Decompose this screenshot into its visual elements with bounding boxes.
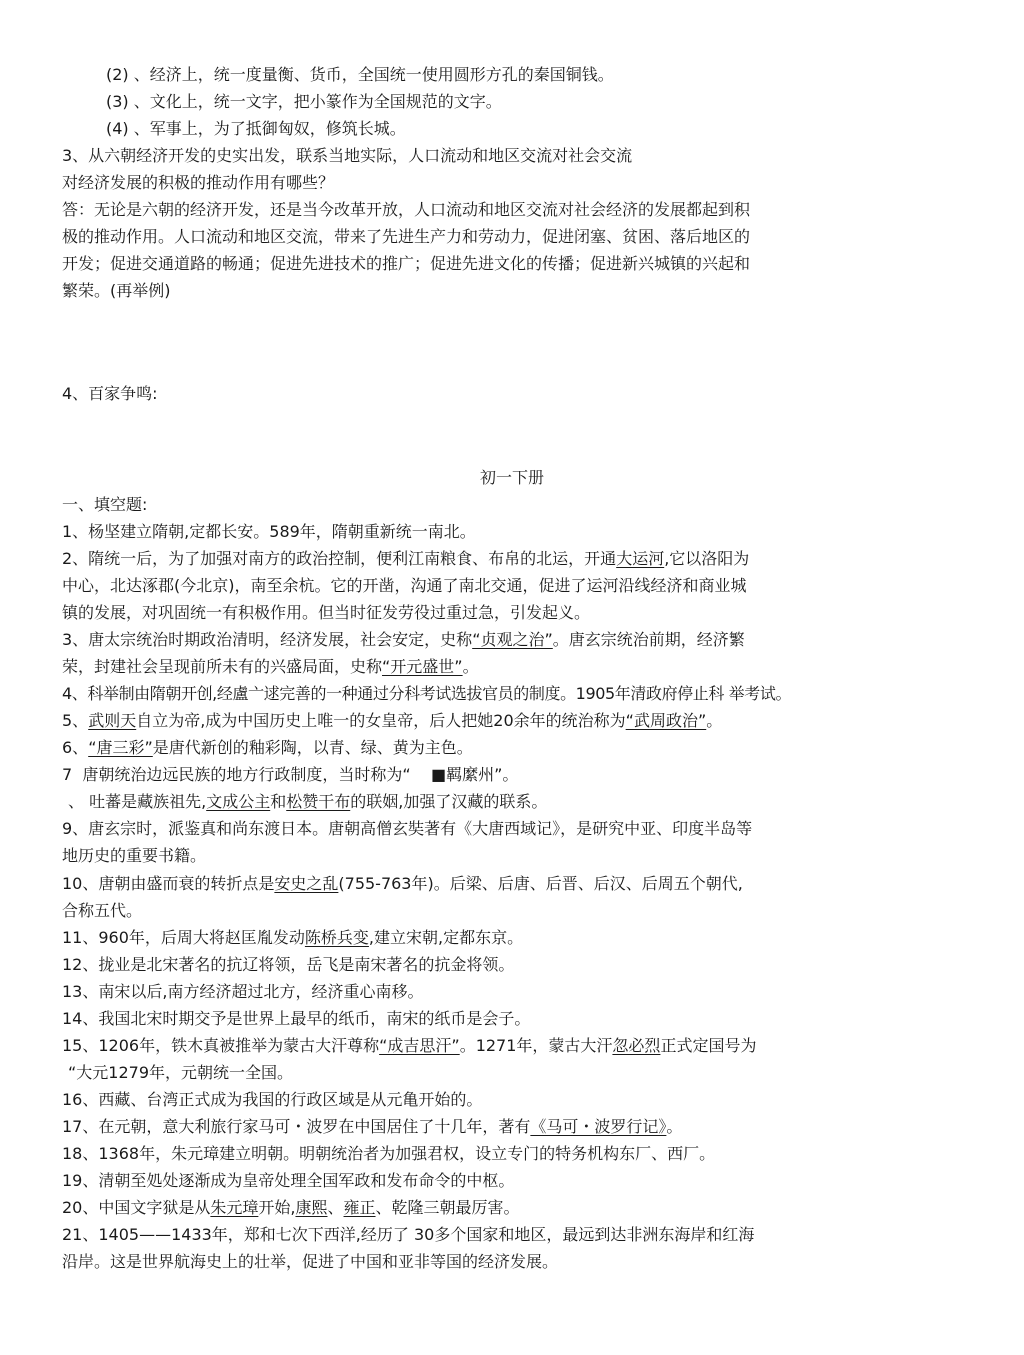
item-9-line-2: 地历史的重要书籍。	[62, 846, 207, 865]
question-4: 4、百家争鸣:	[62, 384, 158, 403]
item-10-text: 10、唐朝由盛而衰的转折点是	[62, 874, 275, 893]
item-6-answer: “唐三彩”	[88, 738, 153, 757]
qin-military-line: (4) 、军事上，为了抵御匈奴，修筑长城。	[106, 119, 406, 138]
question-3-line-2: 对经济发展的积极的推动作用有哪些？	[62, 173, 335, 192]
item-4: 4、科举制由隋朝开创,经盧亠逑完善的一种通过分科考试选拔官员的制度。1905年清政府停止科 举考试。	[62, 684, 792, 703]
item-9-line-1: 9、唐玄宗时，派鉴真和尚东渡日本。唐朝高僧玄奘著有《大唐西域记》，是研究中亚、印度半岛等	[62, 819, 753, 838]
item-17-text: 17、在元朝，意大利旅行家马可・波罗在中国居住了十几年，著有	[62, 1117, 531, 1136]
item-3-line-2	[62, 656, 962, 678]
item-15-text: 15、1206年，铁木真被推举为蒙古大汗尊称	[62, 1036, 380, 1055]
item-6	[62, 737, 962, 759]
item-16: 16、西藏、台湾正式成为我国的行政区域是从元亀开始的。	[62, 1090, 483, 1109]
item-13: 13、南宋以后,南方经济超过北方，经济重心南移。	[62, 982, 424, 1001]
item-12: 12、拢业是北宋著名的抗辽将领，岳飞是南宋著名的抗金将领。	[62, 955, 515, 974]
item-10-answer: 安史之乱	[274, 874, 339, 893]
item-3-answer-2: “开元盛世”	[382, 657, 463, 676]
item-17-answer: 《马可・波罗行记》	[530, 1117, 667, 1136]
item-20	[62, 1197, 962, 1219]
item-8-conj: 和	[270, 792, 287, 811]
item-8-text: 、 吐蕃是藏族祖先,	[68, 792, 207, 811]
item-11-answer: 陈桥兵变	[304, 928, 369, 947]
item-3-text-2: 荣，封建社会呈现前所未有的兴盛局面，史称	[62, 657, 383, 676]
item-11-text: 11、960年，后周大将赵匡胤发动	[62, 928, 305, 947]
item-2-text: 2、隋统一后，为了加强对南方的政治控制，便利江南粮食、布帛的北运，开通	[62, 549, 617, 568]
section-title: 初一下册	[479, 468, 544, 487]
qin-culture-line: (3) 、文化上，统一文字，把小篆作为全国规范的文字。	[106, 92, 502, 111]
item-15-text-end: 正式定国号为	[660, 1036, 757, 1055]
item-2-line-1	[62, 548, 962, 570]
item-11-text-end: ,建立宋朝,定都东京。	[368, 928, 524, 947]
item-5-number: 5、	[62, 711, 89, 730]
item-15-line-1	[62, 1035, 962, 1057]
item-20-text-mid-1: 开始,	[258, 1198, 296, 1217]
item-20-text-end: 、乾隆三朝最厉害。	[375, 1198, 520, 1217]
item-15-text-mid: 。1271年，蒙古大汗	[459, 1036, 613, 1055]
item-3-text-end: 。唐玄宗统治前期，经济繁	[552, 630, 745, 649]
item-8-text-end: 的联姻,加强了汉藏的联系。	[350, 792, 548, 811]
answer-3-line-4: 繁荣。(再举例)	[62, 281, 171, 300]
item-14: 14、我国北宋时期交予是世界上最早的纸币，南宋的纸币是会子。	[62, 1009, 531, 1028]
item-21-line-2: 沿岸。这是世界航海史上的壮举，促进了中国和亚非等国的经济发展。	[62, 1252, 559, 1271]
item-18: 18、1368年，朱元璋建立明朝。明朝统治者为加强君权，设立专门的特务机构东厂、西厂。	[62, 1144, 716, 1163]
item-20-text: 20、中国文字狱是从	[62, 1198, 211, 1217]
question-3-line-1: 3、从六朝经济开发的史实出发，联系当地实际，人口流动和地区交流对社会交流	[62, 146, 633, 165]
item-19: 19、清朝至処处逐渐成为皇帝处理全国军政和发布命令的中枢。	[62, 1171, 515, 1190]
section-heading: 一、填空题:	[62, 495, 148, 514]
item-3-line-1	[62, 629, 962, 651]
item-2-line-2: 中心，北达涿郡(今北京)，南至余杭。它的开凿，沟通了南北交通，促进了运河沿线经济和商业城	[62, 576, 747, 595]
item-1: 1、杨坚建立隋朝,定都长安。589年，隋朝重新统一南北。	[62, 522, 476, 541]
qin-economy-line: (2) 、经济上，统一度量衡、货币，全国统一使用圆形方孔的秦国铜钱。	[106, 65, 614, 84]
item-20-answer-2: 康熙	[295, 1198, 328, 1217]
answer-3-line-1: 答：无论是六朝的经济开发，还是当今改革开放，人口流动和地区交流对社会经济的发展都起到积	[62, 200, 751, 219]
item-21-line-1: 21、1405——1433年，郑和七次下西洋,经历了 30多个国家和地区，最远到达非洲东海岸和红海	[62, 1225, 755, 1244]
item-5	[62, 710, 962, 732]
answer-3-line-2: 极的推动作用。人口流动和地区交流，带来了先进生产力和劳动力，促进闭塞、贫困、落后地区的	[62, 227, 751, 246]
item-15-answer-1: “成吉思汗”	[379, 1036, 460, 1055]
item-10-line-2: 合称五代。	[62, 901, 143, 920]
item-3-text-end-2: 。	[462, 657, 479, 676]
answer-3-line-3: 开发；促进交通道路的畅通；促进先进技术的推广；促进先进文化的传播；促进新兴城镇的兴起和	[62, 254, 751, 273]
item-8	[68, 791, 968, 813]
item-5-text: 自立为帝,成为中国历史上唯一的女皇帝，后人把她20余年的统治称为	[136, 711, 626, 730]
item-20-text-mid-2: 、	[327, 1198, 344, 1217]
item-6-text: 是唐代新创的釉彩陶，以青、绿、黄为主色。	[152, 738, 473, 757]
item-10-line-1	[62, 873, 962, 895]
item-8-answer-1: 文成公主	[206, 792, 271, 811]
item-5-text-end: 。	[706, 711, 723, 730]
item-20-answer-1: 朱元璋	[210, 1198, 259, 1217]
item-8-answer-2: 松赞干布	[286, 792, 351, 811]
item-3-answer-1: “贞观之治”	[472, 630, 553, 649]
item-15-line-2: “大元1279年，元朝统一全国。	[68, 1063, 294, 1082]
item-17-text-end: 。	[666, 1117, 683, 1136]
item-7: 7 唐朝统治边远民族的地方行政制度，当时称为“ ■羁縻州”。	[62, 765, 519, 784]
item-5-answer-2: “武周政治”	[625, 711, 707, 730]
item-20-answer-3: 雍正	[343, 1198, 376, 1217]
item-2-text-end: ,它以洛阳为	[664, 549, 750, 568]
item-2-answer: 大运河	[616, 549, 665, 568]
item-11	[62, 927, 962, 949]
item-5-answer-1: 武则天	[88, 711, 137, 730]
item-6-number: 6、	[62, 738, 89, 757]
item-2-line-3: 镇的发展，对巩固统一有积极作用。但当时征发劳役过重过急，引发起义。	[62, 603, 591, 622]
item-10-text-end: (755-763年)。后梁、后唐、后晋、后汉、后周五个朝代,	[338, 874, 743, 893]
item-3-text: 3、唐太宗统治时期政治清明，经济发展，社会安定，史称	[62, 630, 473, 649]
item-15-answer-2: 忽必烈	[612, 1036, 661, 1055]
item-17	[62, 1116, 962, 1138]
